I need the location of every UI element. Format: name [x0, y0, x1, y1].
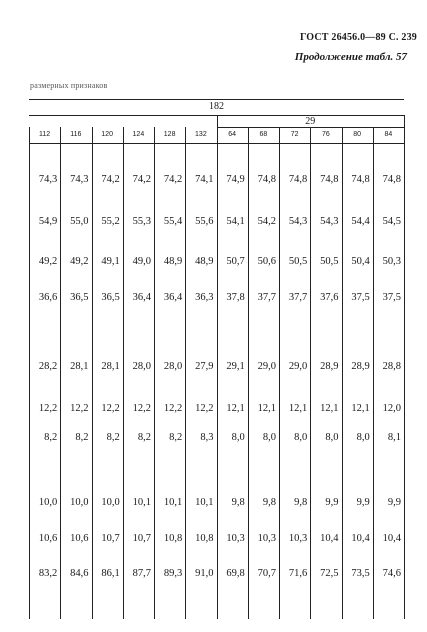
table-cell: 84,6	[70, 568, 89, 579]
table-cell: 55,3	[132, 216, 151, 227]
table-cell: 36,5	[101, 292, 120, 303]
table-cell: 54,5	[382, 216, 401, 227]
column-header: 72	[290, 131, 299, 138]
column-header: 116	[70, 131, 82, 138]
divider-col-7	[248, 127, 249, 619]
table-cell: 10,4	[320, 533, 339, 544]
table-cell: 8,2	[106, 432, 120, 443]
table-cell: 50,4	[351, 256, 370, 267]
group-a-label: 182	[209, 101, 224, 112]
divider-col-5	[185, 127, 186, 619]
table-cell: 50,6	[257, 256, 276, 267]
table-cell: 50,3	[382, 256, 401, 267]
table-cell: 49,1	[101, 256, 120, 267]
table-cell: 10,1	[163, 497, 183, 508]
divider-right	[404, 115, 405, 619]
table-cell: 10,3	[257, 533, 276, 544]
table-cell: 28,0	[163, 361, 183, 372]
table-cell: 54,4	[351, 216, 370, 227]
table-cell: 54,2	[257, 216, 276, 227]
table-cell: 28,0	[132, 361, 151, 372]
table-cell: 87,7	[132, 568, 151, 579]
divider-col-10	[342, 127, 343, 619]
table-cell: 10,7	[132, 533, 151, 544]
table-cell: 36,5	[70, 292, 89, 303]
table-cell: 28,1	[101, 361, 120, 372]
table-cell: 10,8	[163, 533, 183, 544]
table-cell: 55,6	[195, 216, 214, 227]
rule-top	[29, 99, 404, 100]
table-cell: 8,0	[356, 432, 370, 443]
table-cell: 74,3	[70, 174, 89, 185]
divider-col-4	[154, 127, 155, 619]
table-cell: 74,1	[195, 174, 214, 185]
data-table	[29, 99, 404, 619]
table-cell: 50,5	[320, 256, 339, 267]
table-cell: 28,9	[351, 361, 370, 372]
table-cell: 28,9	[320, 361, 339, 372]
table-cell: 9,8	[262, 497, 276, 508]
table-cell: 50,7	[226, 256, 245, 267]
table-cell: 29,0	[257, 361, 276, 372]
table-cell: 12,0	[382, 403, 401, 414]
table-cell: 49,2	[70, 256, 89, 267]
table-cell: 10,6	[38, 533, 58, 544]
table-cell: 73,5	[351, 568, 370, 579]
table-cell: 28,2	[38, 361, 58, 372]
column-header: 84	[384, 131, 393, 138]
column-header: 64	[228, 131, 237, 138]
table-cell: 36,6	[38, 292, 58, 303]
table-cell: 55,0	[70, 216, 89, 227]
table-cell: 10,0	[70, 497, 89, 508]
table-cell: 12,1	[320, 403, 339, 414]
table-cell: 12,2	[163, 403, 183, 414]
table-cell: 10,4	[351, 533, 370, 544]
table-cell: 8,2	[137, 432, 151, 443]
table-cell: 12,2	[132, 403, 151, 414]
table-cell: 8,2	[169, 432, 183, 443]
table-cell: 28,8	[382, 361, 401, 372]
table-cell: 69,8	[226, 568, 245, 579]
column-header: 112	[39, 131, 51, 138]
table-cell: 8,0	[231, 432, 245, 443]
table-cell: 48,9	[195, 256, 214, 267]
table-cell: 49,0	[132, 256, 151, 267]
column-header: 68	[259, 131, 268, 138]
table-cell: 8,2	[75, 432, 89, 443]
column-header: 80	[353, 131, 362, 138]
table-cell: 12,2	[195, 403, 214, 414]
table-cell: 27,9	[195, 361, 214, 372]
table-cell: 12,2	[70, 403, 89, 414]
table-cell: 28,1	[70, 361, 89, 372]
table-cell: 83,2	[38, 568, 58, 579]
table-caption: размерных признаков	[30, 81, 108, 90]
standard-header: ГОСТ 26456.0—89 С. 239	[299, 32, 417, 43]
table-cell: 54,1	[226, 216, 245, 227]
table-cell: 74,2	[101, 174, 120, 185]
column-header: 76	[321, 131, 330, 138]
table-cell: 12,2	[38, 403, 58, 414]
column-header: 124	[132, 131, 145, 138]
table-cell: 86,1	[101, 568, 120, 579]
table-cell: 29,0	[288, 361, 308, 372]
table-cell: 10,0	[38, 497, 58, 508]
table-cell: 74,8	[257, 174, 276, 185]
table-cell: 8,2	[44, 432, 58, 443]
table-cell: 12,1	[257, 403, 276, 414]
table-cell: 8,0	[262, 432, 276, 443]
table-cell: 8,0	[294, 432, 308, 443]
table-cell: 74,3	[38, 174, 58, 185]
table-cell: 10,1	[132, 497, 151, 508]
table-cell: 74,8	[382, 174, 401, 185]
table-cell: 12,2	[101, 403, 120, 414]
table-cell: 71,6	[288, 568, 308, 579]
divider-col-9	[310, 127, 311, 619]
table-cell: 74,2	[132, 174, 151, 185]
table-cell: 36,4	[163, 292, 183, 303]
column-header: 120	[101, 131, 113, 138]
divider-left	[29, 127, 30, 619]
table-cell: 10,1	[195, 497, 214, 508]
table-cell: 74,2	[163, 174, 183, 185]
table-cell: 10,3	[288, 533, 308, 544]
table-cell: 37,7	[288, 292, 308, 303]
table-cell: 89,3	[163, 568, 183, 579]
table-cell: 91,0	[195, 568, 214, 579]
table-cell: 8,1	[387, 432, 401, 443]
divider-col-1	[60, 127, 61, 619]
table-cell: 37,8	[226, 292, 245, 303]
table-cell: 9,9	[387, 497, 401, 508]
table-cell: 9,9	[356, 497, 370, 508]
table-cell: 10,3	[226, 533, 245, 544]
table-cell: 74,8	[288, 174, 308, 185]
table-cell: 72,5	[320, 568, 339, 579]
table-cell: 37,6	[320, 292, 339, 303]
table-cell: 55,2	[101, 216, 120, 227]
table-cell: 55,4	[163, 216, 183, 227]
continuation-label: Продолжение табл. 57	[294, 51, 407, 63]
table-cell: 48,9	[163, 256, 183, 267]
table-cell: 70,7	[257, 568, 276, 579]
divider-col-8	[279, 127, 280, 619]
table-cell: 74,8	[320, 174, 339, 185]
table-cell: 10,7	[101, 533, 120, 544]
table-cell: 54,3	[320, 216, 339, 227]
table-cell: 10,6	[70, 533, 89, 544]
table-cell: 29,1	[226, 361, 245, 372]
table-cell: 36,4	[132, 292, 151, 303]
table-cell: 37,5	[382, 292, 401, 303]
table-cell: 54,3	[288, 216, 308, 227]
table-cell: 12,1	[351, 403, 370, 414]
table-cell: 9,9	[325, 497, 339, 508]
table-cell: 50,5	[288, 256, 308, 267]
table-cell: 37,5	[351, 292, 370, 303]
table-cell: 9,8	[231, 497, 245, 508]
table-cell: 12,1	[288, 403, 308, 414]
column-header: 132	[195, 131, 207, 138]
table-cell: 54,9	[38, 216, 58, 227]
divider-col-3	[123, 127, 124, 619]
table-cell: 10,8	[195, 533, 214, 544]
divider-col-11	[373, 127, 374, 619]
table-cell: 74,8	[351, 174, 370, 185]
table-cell: 74,9	[226, 174, 245, 185]
column-header: 128	[163, 131, 176, 138]
table-cell: 8,3	[200, 432, 214, 443]
table-cell: 36,3	[195, 292, 214, 303]
table-cell: 8,0	[325, 432, 339, 443]
table-cell: 74,6	[382, 568, 401, 579]
group-b-label: 29	[305, 116, 316, 127]
table-cell: 10,0	[101, 497, 120, 508]
table-cell: 9,8	[294, 497, 308, 508]
table-cell: 37,7	[257, 292, 276, 303]
table-cell: 10,4	[382, 533, 401, 544]
table-cell: 49,2	[38, 256, 58, 267]
divider-col-2	[92, 127, 93, 619]
table-cell: 12,1	[226, 403, 245, 414]
